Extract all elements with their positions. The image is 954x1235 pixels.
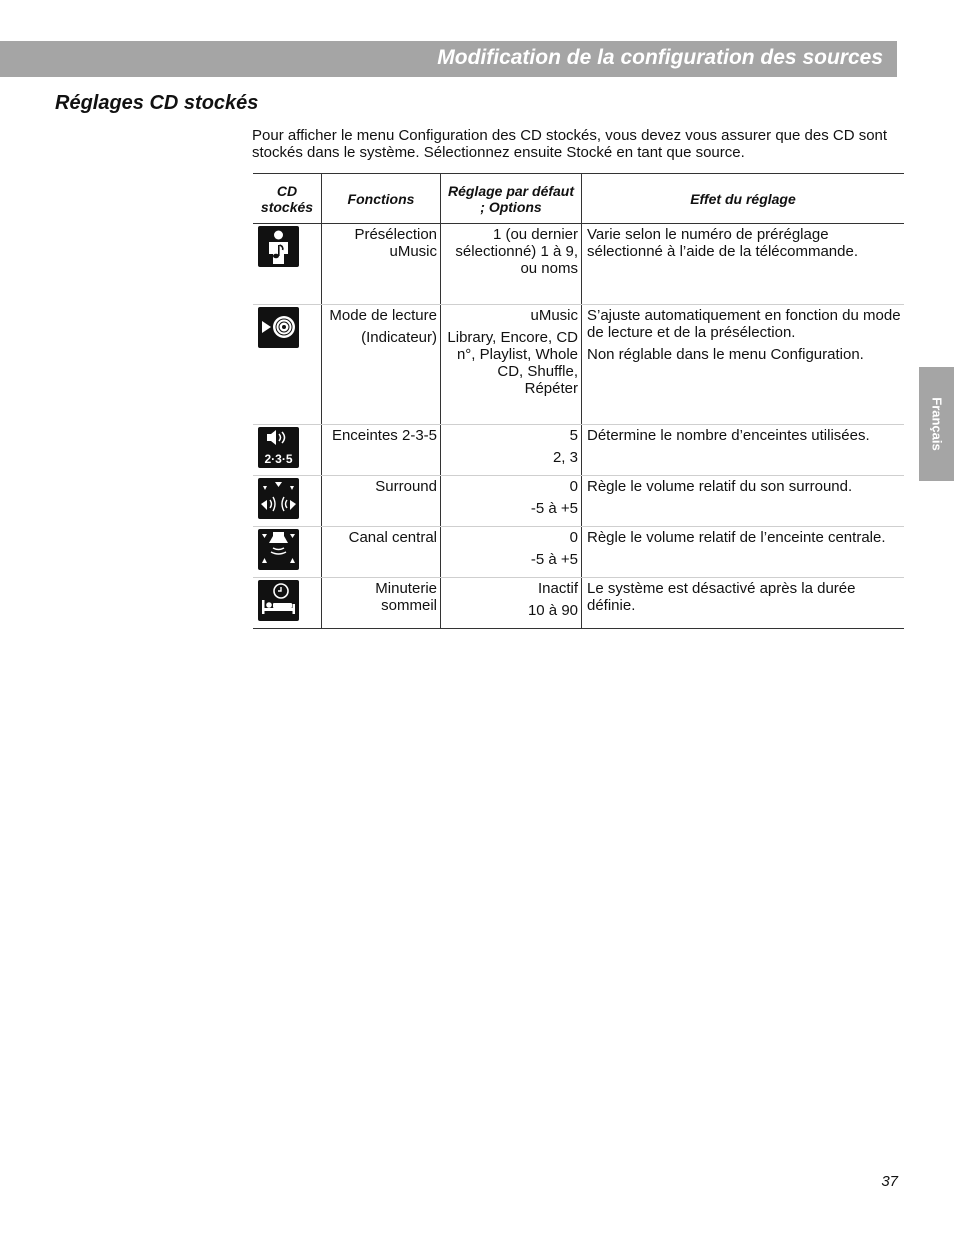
options-range: 2, 3	[552, 449, 578, 466]
icon-cell	[253, 224, 322, 305]
function-cell	[322, 527, 441, 578]
table-row	[253, 425, 904, 476]
function-cell	[322, 578, 441, 629]
function-label: Canal central	[348, 529, 437, 546]
options-range: -5 à +5	[530, 500, 578, 517]
icon-cell	[253, 425, 322, 476]
function-label: Surround	[375, 478, 437, 495]
options-range: 10 à 90	[527, 602, 578, 619]
header-effect: Effet du réglage	[582, 174, 905, 224]
effect-text: S’ajuste automatiquement en fonction du mode de lecture et de la présélection.	[587, 307, 901, 341]
header-functions: Fonctions	[322, 174, 441, 224]
effect-cell	[582, 578, 905, 629]
effect-cell	[582, 527, 905, 578]
options-value: uMusic	[530, 307, 578, 324]
play-disc-icon	[258, 307, 299, 348]
preset-music-person-icon	[258, 226, 299, 267]
options-range: Library, Encore, CD n°, Playlist, Whole CD, Shuffle, Répéter	[447, 329, 578, 397]
table-row	[253, 305, 904, 425]
effect-text-2: Non réglable dans le menu Configuration.	[587, 346, 864, 363]
intro-paragraph: Pour afficher le menu Configuration des CD stockés, vous devez vous assurer que des CD sont stockés dans le système. Sélectionnez ensuite Stocké en tant que source.	[252, 127, 888, 161]
page-number: 37	[881, 1173, 898, 1190]
effect-text: Règle le volume relatif de l’enceinte centrale.	[587, 529, 886, 546]
icon-cell	[253, 578, 322, 629]
header-icon-col: CD stockés	[253, 174, 322, 224]
options-value: 5	[569, 427, 578, 444]
options-cell	[441, 476, 582, 527]
function-label: Enceintes 2-3-5	[331, 427, 437, 444]
speakers-235-icon	[258, 427, 299, 468]
effect-text: Règle le volume relatif du son surround.	[587, 478, 853, 495]
function-label: Minuterie sommeil	[375, 580, 437, 614]
options-value: 1 (ou dernier sélectionné) 1 à 9, ou noms	[455, 226, 578, 277]
options-cell	[441, 578, 582, 629]
effect-text: Détermine le nombre d’enceintes utilisées.	[587, 427, 870, 444]
table-row	[253, 527, 904, 578]
function-cell	[322, 425, 441, 476]
header-title: Modification de la configuration des sources	[437, 46, 883, 69]
options-cell	[441, 224, 582, 305]
effect-cell	[582, 224, 905, 305]
effect-cell	[582, 425, 905, 476]
effect-cell	[582, 476, 905, 527]
options-value: 0	[569, 478, 578, 495]
effect-cell	[582, 305, 905, 425]
settings-table	[253, 173, 904, 629]
function-note: (Indicateur)	[361, 329, 437, 346]
table-row	[253, 476, 904, 527]
effect-text: Varie selon le numéro de préréglage sélectionné à l’aide de la télécommande.	[587, 226, 859, 260]
table-row	[253, 578, 904, 629]
effect-text: Le système est désactivé après la durée définie.	[587, 580, 856, 614]
table-header-row	[253, 174, 904, 224]
function-cell	[322, 476, 441, 527]
options-value: Inactif	[537, 580, 578, 597]
section-title: Réglages CD stockés	[55, 92, 259, 114]
options-value: 0	[569, 529, 578, 546]
table-row	[253, 224, 904, 305]
options-range: -5 à +5	[530, 551, 578, 568]
sleep-timer-icon	[258, 580, 299, 621]
speakers-235-label: 2·3·5	[264, 452, 293, 466]
function-label: Mode de lecture	[329, 307, 437, 324]
function-label: Présélection uMusic	[354, 226, 437, 260]
options-cell	[441, 425, 582, 476]
options-cell	[441, 305, 582, 425]
function-cell	[322, 305, 441, 425]
header-bar	[0, 41, 897, 77]
language-tab[interactable]	[919, 367, 954, 481]
language-tab-label: Français	[929, 397, 944, 451]
header-options: Réglage par défaut ; Options	[441, 174, 582, 224]
icon-cell	[253, 476, 322, 527]
icon-cell	[253, 305, 322, 425]
function-cell	[322, 224, 441, 305]
options-cell	[441, 527, 582, 578]
surround-icon	[258, 478, 299, 519]
icon-cell	[253, 527, 322, 578]
center-channel-icon	[258, 529, 299, 570]
